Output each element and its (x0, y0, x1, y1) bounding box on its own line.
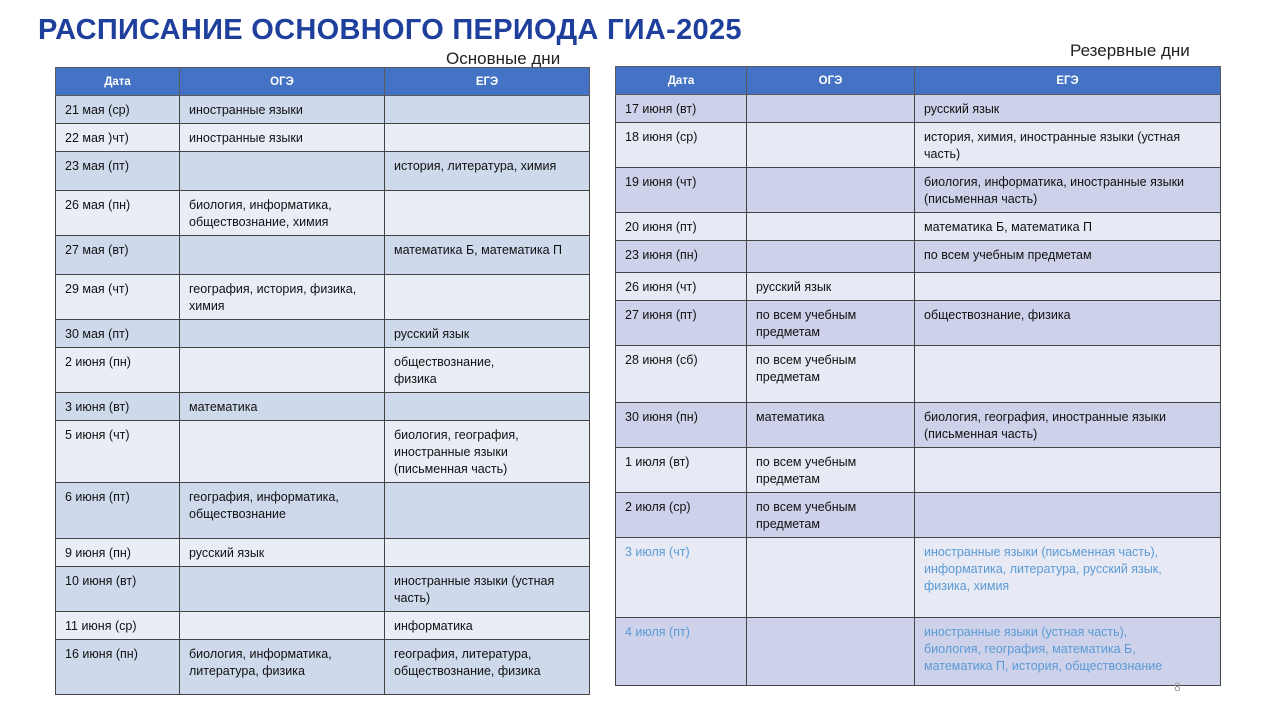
table-row (616, 448, 1221, 493)
oge-cell: по всем учебным предметам (747, 448, 915, 493)
table-row (616, 538, 1221, 618)
page-number: 8 (1174, 680, 1181, 694)
oge-cell (747, 168, 915, 213)
oge-cell (180, 567, 385, 612)
ege-cell: обществознание, физика (915, 301, 1221, 346)
oge-cell: математика (747, 403, 915, 448)
oge-cell: география, история, физика, химия (180, 275, 385, 320)
ege-cell: иностранные языки (письменная часть), информатика, литература, русский язык, физика, химия (915, 538, 1221, 618)
oge-cell: иностранные языки (180, 96, 385, 124)
oge-cell: по всем учебным предметам (747, 301, 915, 346)
date-cell: 30 июня (пн) (616, 403, 747, 448)
ege-cell: русский язык (385, 320, 590, 348)
table-row (616, 346, 1221, 403)
main-schedule-table (55, 67, 590, 695)
table-row (56, 483, 590, 539)
ege-cell (385, 539, 590, 567)
oge-cell (180, 152, 385, 191)
oge-cell (747, 213, 915, 241)
reserve-schedule-table (615, 66, 1221, 686)
table-row (56, 275, 590, 320)
date-cell: 1 июля (вт) (616, 448, 747, 493)
table-row (56, 539, 590, 567)
date-cell: 3 июня (вт) (56, 393, 180, 421)
ege-cell (385, 191, 590, 236)
table-row (616, 403, 1221, 448)
oge-cell (747, 123, 915, 168)
date-cell: 20 июня (пт) (616, 213, 747, 241)
oge-cell (180, 236, 385, 275)
table-row (56, 191, 590, 236)
ege-cell: математика Б, математика П (915, 213, 1221, 241)
ege-cell (385, 124, 590, 152)
header-ege: ЕГЭ (385, 68, 590, 96)
page-title: РАСПИСАНИЕ ОСНОВНОГО ПЕРИОДА ГИА-2025 (38, 14, 742, 46)
date-cell: 4 июля (пт) (616, 618, 747, 686)
header-date: Дата (616, 67, 747, 95)
date-cell: 16 июня (пн) (56, 640, 180, 695)
oge-cell: биология, информатика, литература, физика (180, 640, 385, 695)
table-row (56, 567, 590, 612)
table-row (616, 168, 1221, 213)
ege-cell: математика Б, математика П (385, 236, 590, 275)
table-row (56, 96, 590, 124)
date-cell: 26 мая (пн) (56, 191, 180, 236)
ege-cell: иностранные языки (устная часть), биология, география, математика Б, математика П, история, обществознание (915, 618, 1221, 686)
ege-cell: биология, география, иностранные языки (письменная часть) (385, 421, 590, 483)
oge-cell (180, 612, 385, 640)
ege-cell (915, 346, 1221, 403)
date-cell: 6 июня (пт) (56, 483, 180, 539)
ege-cell (385, 96, 590, 124)
date-cell: 3 июля (чт) (616, 538, 747, 618)
date-cell: 27 июня (пт) (616, 301, 747, 346)
ege-cell: биология, география, иностранные языки (письменная часть) (915, 403, 1221, 448)
date-cell: 23 июня (пн) (616, 241, 747, 273)
date-cell: 10 июня (вт) (56, 567, 180, 612)
table-row (616, 301, 1221, 346)
table-row (616, 618, 1221, 686)
date-cell: 2 июня (пн) (56, 348, 180, 393)
ege-cell: русский язык (915, 95, 1221, 123)
ege-cell: биология, информатика, иностранные языки (письменная часть) (915, 168, 1221, 213)
oge-cell: биология, информатика, обществознание, химия (180, 191, 385, 236)
table-row (56, 393, 590, 421)
oge-cell: математика (180, 393, 385, 421)
oge-cell: по всем учебным предметам (747, 346, 915, 403)
date-cell: 30 мая (пт) (56, 320, 180, 348)
date-cell: 29 мая (чт) (56, 275, 180, 320)
oge-cell (180, 320, 385, 348)
table-row (56, 640, 590, 695)
table-row (616, 213, 1221, 241)
table-row (616, 123, 1221, 168)
oge-cell (180, 348, 385, 393)
table-row (616, 273, 1221, 301)
main-days-caption: Основные дни (446, 49, 561, 68)
table-row (56, 612, 590, 640)
header-date: Дата (56, 68, 180, 96)
date-cell: 9 июня (пн) (56, 539, 180, 567)
table-row (616, 95, 1221, 123)
oge-cell: русский язык (180, 539, 385, 567)
reserve-days-caption: Резервные дни (1070, 41, 1190, 60)
ege-cell: обществознание, физика (385, 348, 590, 393)
date-cell: 26 июня (чт) (616, 273, 747, 301)
header-ege: ЕГЭ (915, 67, 1221, 95)
date-cell: 18 июня (ср) (616, 123, 747, 168)
ege-cell (915, 273, 1221, 301)
table-header-row (616, 67, 1221, 95)
oge-cell (747, 241, 915, 273)
oge-cell (747, 538, 915, 618)
date-cell: 27 мая (вт) (56, 236, 180, 275)
date-cell: 28 июня (сб) (616, 346, 747, 403)
date-cell: 22 мая )чт) (56, 124, 180, 152)
table-row (616, 241, 1221, 273)
ege-cell (385, 393, 590, 421)
oge-cell: по всем учебным предметам (747, 493, 915, 538)
oge-cell: география, информатика, обществознание (180, 483, 385, 539)
oge-cell (747, 618, 915, 686)
date-cell: 2 июля (ср) (616, 493, 747, 538)
ege-cell: география, литература, обществознание, физика (385, 640, 590, 695)
ege-cell: история, литература, химия (385, 152, 590, 191)
header-oge: ОГЭ (180, 68, 385, 96)
header-oge: ОГЭ (747, 67, 915, 95)
table-row (56, 348, 590, 393)
date-cell: 11 июня (ср) (56, 612, 180, 640)
ege-cell: по всем учебным предметам (915, 241, 1221, 273)
oge-cell: иностранные языки (180, 124, 385, 152)
ege-cell: информатика (385, 612, 590, 640)
date-cell: 5 июня (чт) (56, 421, 180, 483)
oge-cell (180, 421, 385, 483)
ege-cell (385, 275, 590, 320)
table-row (616, 493, 1221, 538)
ege-cell: история, химия, иностранные языки (устная часть) (915, 123, 1221, 168)
table-row (56, 421, 590, 483)
ege-cell (915, 448, 1221, 493)
oge-cell: русский язык (747, 273, 915, 301)
table-row (56, 236, 590, 275)
ege-cell (385, 483, 590, 539)
date-cell: 23 мая (пт) (56, 152, 180, 191)
table-row (56, 320, 590, 348)
date-cell: 19 июня (чт) (616, 168, 747, 213)
date-cell: 21 мая (ср) (56, 96, 180, 124)
table-header-row (56, 68, 590, 96)
oge-cell (747, 95, 915, 123)
table-row (56, 152, 590, 191)
ege-cell: иностранные языки (устная часть) (385, 567, 590, 612)
ege-cell (915, 493, 1221, 538)
date-cell: 17 июня (вт) (616, 95, 747, 123)
table-row (56, 124, 590, 152)
